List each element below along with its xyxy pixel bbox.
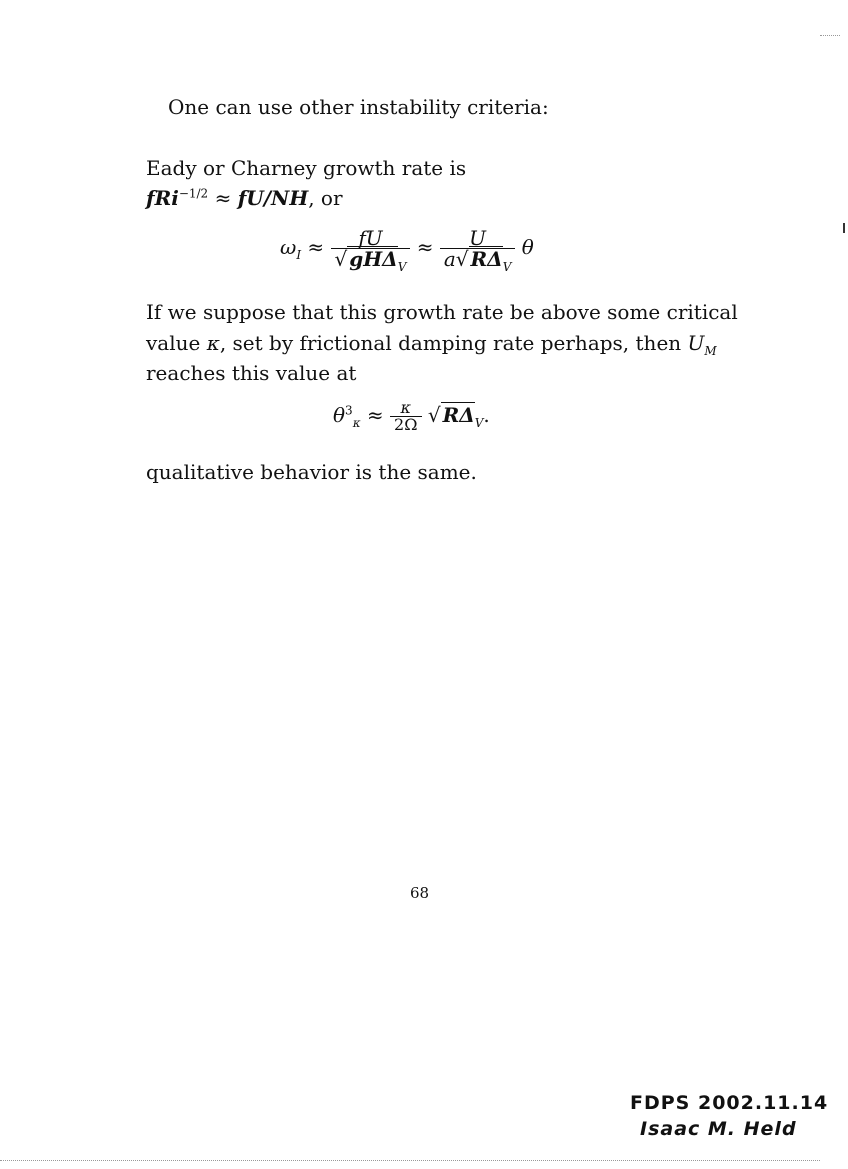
fraction-3 — [390, 400, 421, 433]
fraction-1-radicand: gHΔ — [349, 247, 398, 271]
fraction-2-a: a — [443, 247, 456, 271]
fraction-2-sub: V — [502, 260, 512, 274]
page-number: 68 — [410, 884, 430, 902]
theta-subscript: κ — [352, 416, 361, 430]
intro-line: One can use other instability criteria: — [168, 95, 549, 119]
damping-text: , set by frictional damping rate perhaps, then — [219, 331, 688, 355]
approx-symbol-2: ≈ — [416, 235, 434, 259]
equation-theta-kappa: $\theta^3_\kappa$ ≈ $\frac{\kappa}{2\Omega}$ √ $R\Delta_V$. — [333, 398, 490, 434]
expr-fri: fRi — [146, 186, 179, 210]
kappa-symbol: κ — [206, 331, 220, 355]
approx-symbol-3: ≈ — [366, 403, 384, 427]
top-right-dotted-mark — [820, 35, 840, 36]
u-symbol: U — [687, 331, 705, 355]
paragraph-line-1: If we suppose that this growth rate be above some critical — [146, 300, 738, 324]
fraction-2-numerator: U — [440, 228, 516, 249]
omega-subscript: I — [296, 248, 302, 262]
expr-exponent: −1/2 — [178, 186, 209, 201]
theta-kappa: θ — [333, 403, 346, 427]
expr-funh: fU/NH — [237, 186, 309, 210]
fraction-3-numerator: κ — [390, 400, 421, 417]
fraction-3-denominator: 2Ω — [394, 415, 418, 434]
approx-symbol-1: ≈ — [307, 235, 325, 259]
u-subscript: M — [704, 344, 717, 358]
equation-growth-rate — [280, 226, 534, 274]
radicand-3: RΔ — [442, 403, 475, 427]
fraction-2-radicand: RΔ — [470, 247, 503, 271]
stamp-line-2: Isaac M. Held — [640, 1118, 797, 1140]
stamp-line-1: FDPS 2002.11.14 — [630, 1092, 829, 1114]
paragraph-line-3: reaches this value at — [146, 361, 357, 385]
bottom-dotted-edge — [0, 1160, 820, 1161]
period: . — [483, 403, 490, 427]
omega: ω — [280, 235, 297, 259]
fraction-2-denominator: a√ $R\Delta_V$ — [443, 247, 512, 274]
fraction-1-sub: V — [397, 260, 407, 274]
right-edge-mark — [843, 223, 845, 233]
eady-expression — [146, 188, 343, 208]
or-text: , or — [308, 186, 343, 210]
fraction-1 — [331, 226, 411, 274]
eady-line: Eady or Charney growth rate is — [146, 156, 467, 180]
fraction-1-numerator: fU — [331, 228, 411, 249]
approx-symbol: ≈ — [214, 186, 232, 210]
fraction-1-denominator: √ gHΔ$_V$ — [334, 247, 407, 274]
closing-line: qualitative behavior is the same. — [146, 460, 477, 484]
paragraph-line-2 — [146, 331, 717, 358]
fraction-2 — [440, 226, 516, 274]
value-text: value — [146, 331, 207, 355]
theta-power: 3 — [345, 403, 353, 418]
radicand-3-sub: V — [474, 416, 484, 430]
theta: θ — [521, 235, 534, 259]
